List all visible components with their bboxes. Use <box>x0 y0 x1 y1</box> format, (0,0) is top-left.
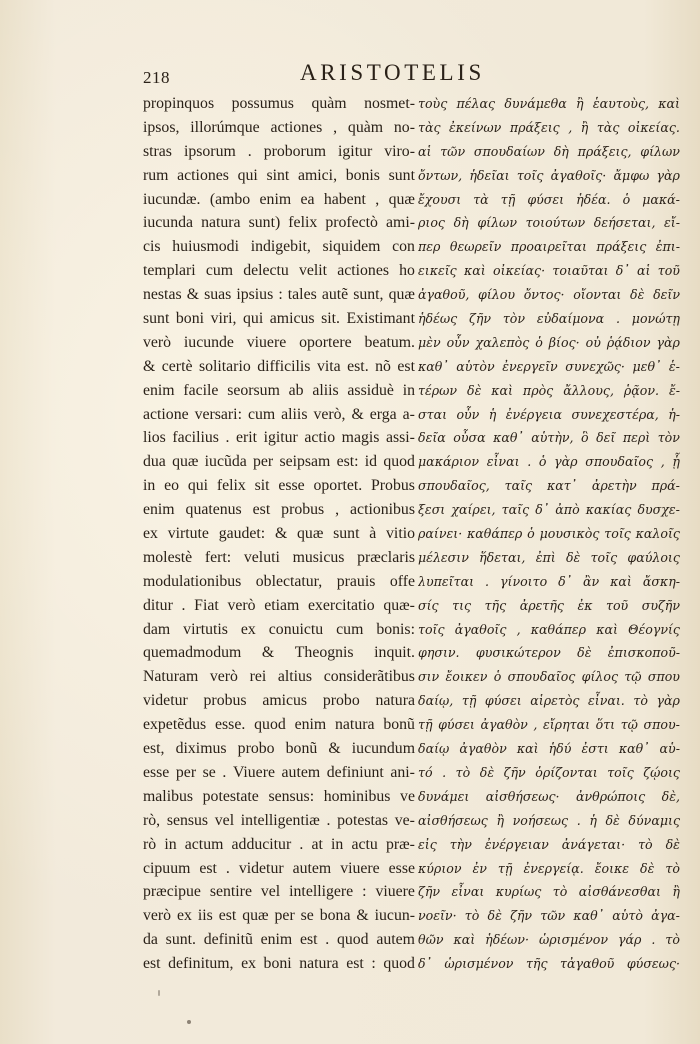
greek-text-line: ὄντων, ἡδεῖαι τοῖς ἀγαθοῖς· ἄμφω γὰρ <box>418 167 680 183</box>
latin-text-line: propinquos possumus quàm nosmet- <box>143 95 415 112</box>
greek-text-line: δαίῳ, τῇ φύσει αἱρετὸς εἶναι. τὸ γὰρ <box>418 693 680 709</box>
greek-text-line: σται οὖν ἡ ἐνέργεια συνεχεστέρα, ἡ- <box>418 406 680 422</box>
latin-text-line: nestas & suas ipsius : tales autẽ sunt, quæ <box>143 286 415 304</box>
greek-text-column <box>418 92 680 976</box>
greek-text-line: εικεῖς καὶ οἰκείας· τοιαῦται δ᾽ αἱ τοῦ <box>418 263 680 279</box>
greek-text-line: λυπεῖται . γίνοιτο δ᾽ ἂν καὶ ἄσκη- <box>418 573 680 589</box>
greek-text-line: ἔχουσι τὰ τῇ φύσει ἡδέα. ὁ μακά- <box>418 191 680 207</box>
greek-text-line: τῇ φύσει ἀγαθὸν , εἴρηται ὅτι τῷ σπου- <box>418 717 680 733</box>
greek-text-line: τοῖς ἀγαθοῖς , καθάπερ καὶ Θέογνίς <box>418 621 680 637</box>
greek-text-line: τὰς ἐκείνων πράξεις , ἢ τὰς οἰκείας. <box>418 119 680 135</box>
greek-text-line: ξεσι χαίρει, ταῖς δ᾽ ἀπὸ κακίας δυσχε- <box>418 502 680 518</box>
greek-text-line: ραίνει· καθάπερ ὁ μουσικὸς τοῖς καλοῖς <box>418 526 680 542</box>
latin-text-line: expetẽdus esse. quod enim natura bonũ <box>143 716 415 734</box>
greek-text-line: δ᾽ ὡρισμένον τῆς τἀγαθοῦ φύσεως· <box>418 956 680 972</box>
greek-text-line: κύριον ἐν τῇ ἐνεργείᾳ. ἔοικε δὲ τὸ <box>418 860 680 876</box>
latin-text-line: verò iucunde viuere oportere beatum. <box>143 333 415 351</box>
greek-text-line: ἡδέως ζῆν τὸν εὐδαίμονα . μονώτῃ <box>418 311 680 327</box>
latin-text-line: rò in actum adducitur . at in actu præ- <box>143 835 415 853</box>
latin-text-line: videtur probus amicus probo natura <box>143 692 415 710</box>
latin-text-line: ex virtute gaudet: & quæ sunt à vitio <box>143 525 415 543</box>
latin-text-column <box>143 92 415 976</box>
latin-text-line: rum actiones qui sint amici, bonis sunt <box>143 166 415 184</box>
greek-text-line: θῶν καὶ ἡδέων· ὡρισμένον γάρ . τὸ <box>418 932 680 948</box>
latin-text-line: cis huiusmodi indigebit, siquidem con <box>143 238 415 256</box>
greek-text-line: ἀγαθοῦ, φίλου ὄντος· οἴονται δὲ δεῖν <box>418 287 680 303</box>
greek-text-line: δυνάμει αἰσθήσεως· ἀνθρώποις δὲ, <box>418 788 680 804</box>
ink-speck <box>187 1020 191 1024</box>
latin-text-line: & certè solitario difficilis vita est. nõ est <box>143 357 415 375</box>
greek-text-line: εἰς τὴν ἐνέργειαν ἀνάγεται· τὸ δὲ <box>418 836 680 852</box>
greek-text-line: δαίῳ ἀγαθὸν καὶ ἡδύ ἐστι καθ᾽ αὑ- <box>418 741 680 757</box>
greek-text-line: μακάριον εἶναι . ὁ γὰρ σπουδαῖος , ᾗ <box>418 454 680 470</box>
latin-text-line: molestè fert: veluti musicus præclaris <box>143 548 415 566</box>
latin-text-line: templari cum delectu velit actiones ho <box>143 262 415 280</box>
latin-text-line: quemadmodum & Theognis inquit. <box>143 644 415 662</box>
latin-text-line: Naturam verò rei altius considerãtibus <box>143 668 415 686</box>
greek-text-line: τό . τὸ δὲ ζῆν ὁρίζονται τοῖς ζῴοις <box>418 764 680 780</box>
latin-text-line: enim quatenus est probus , actionibus <box>143 501 415 519</box>
page-header <box>0 58 700 88</box>
latin-text-line: stras ipsorum . proborum igitur viro- <box>143 142 415 160</box>
latin-text-line: præcipue sentire vel intelligere : viuere <box>143 883 415 901</box>
latin-text-line: iucunda natura sunt) felix profectò ami- <box>143 214 415 232</box>
greek-text-line: καθ᾽ αὑτὸν ἐνεργεῖν συνεχῶς· μεθ᾽ ἑ- <box>418 358 680 374</box>
greek-text-line: ζῆν εἶναι κυρίως τὸ αἰσθάνεσθαι ἢ <box>418 884 680 900</box>
greek-text-line: μὲν οὖν χαλεπὸς ὁ βίος· οὐ ῥᾴδιον γὰρ <box>418 334 680 350</box>
greek-text-line: ριος δὴ φίλων τοιούτων δεήσεται, εἴ- <box>418 215 680 231</box>
greek-text-line: αἱ τῶν σπουδαίων δὴ πράξεις, φίλων <box>418 143 680 159</box>
latin-text-line: iucundæ. (ambo enim ea habent , quæ <box>143 190 415 208</box>
running-head: ARISTOTELIS <box>300 60 485 85</box>
greek-text-line: τέρων δὲ καὶ πρὸς ἄλλους, ῥᾷον. ἔ- <box>418 382 680 398</box>
greek-text-line: σιν ἔοικεν ὁ σπουδαῖος φίλος τῷ σπου <box>418 669 680 685</box>
latin-text-line: cipuum est . videtur autem viuere esse <box>143 859 415 877</box>
latin-text-line: esse per se . Viuere autem definiunt ani- <box>143 763 415 781</box>
greek-text-line: μέλεσιν ἥδεται, ἐπὶ δὲ τοῖς φαύλοις <box>418 549 680 565</box>
latin-text-line: dam virtutis ex conuictu cum bonis: <box>143 620 415 638</box>
greek-text-line: σίς τις τῆς ἀρετῆς ἐκ τοῦ συζῆν <box>418 597 680 613</box>
greek-text-line: δεῖα οὖσα καθ᾽ αὑτὴν, ὃ δεῖ περὶ τὸν <box>418 430 680 446</box>
latin-text-line: est definitum, ex boni natura est : quod <box>143 955 415 973</box>
latin-text-line: modulationibus oblectatur, prauis offe <box>143 572 415 590</box>
latin-text-line: in eo qui felix sit esse oportet. Probus <box>143 477 415 495</box>
latin-text-line: ditur . Fiat verò etiam exercitatio quæ- <box>143 596 415 614</box>
ink-speck <box>158 990 160 996</box>
greek-text-line: τοὺς πέλας δυνάμεθα ἢ ἑαυτοὺς, καὶ <box>418 96 680 111</box>
greek-text-line: νοεῖν· τὸ δὲ ζῆν τῶν καθ᾽ αὑτὸ ἀγα- <box>418 908 680 924</box>
greek-text-line: περ θεωρεῖν προαιρεῖται πράξεις ἐπι- <box>418 239 680 255</box>
latin-text-line: est, diximus probo bonũ & iucundum <box>143 740 415 758</box>
latin-text-line: verò ex iis est quæ per se bona & iucun- <box>143 907 415 925</box>
greek-text-line: σπουδαῖος, ταῖς κατ᾽ ἀρετὴν πρά- <box>418 478 680 494</box>
latin-text-line: dua quæ iucũda per seipsam est: id quod <box>143 453 415 471</box>
latin-text-line: da sunt. definitũ enim est . quod autem <box>143 931 415 949</box>
latin-text-line: sunt boni viri, qui amicus sit. Existimant <box>143 310 415 328</box>
greek-text-line: αἰσθήσεως ἢ νοήσεως . ἡ δὲ δύναμις <box>418 812 680 828</box>
latin-text-line: lios facilius . erit igitur actio magis assi- <box>143 429 415 447</box>
latin-text-line: malibus potestate sensus: hominibus ve <box>143 787 415 805</box>
latin-text-line: enim facile seorsum ab aliis assiduè in <box>143 381 415 399</box>
latin-text-line: rò, sensus vel intelligentiæ . potestas ve- <box>143 811 415 829</box>
greek-text-line: φησιν. φυσικώτερον δὲ ἐπισκοποῦ- <box>418 645 680 661</box>
latin-text-line: actione versari: cum aliis verò, & erga a- <box>143 405 415 423</box>
latin-text-line: ipsos, illorúmque actiones , quàm no- <box>143 118 415 136</box>
page-number: 218 <box>143 68 170 87</box>
